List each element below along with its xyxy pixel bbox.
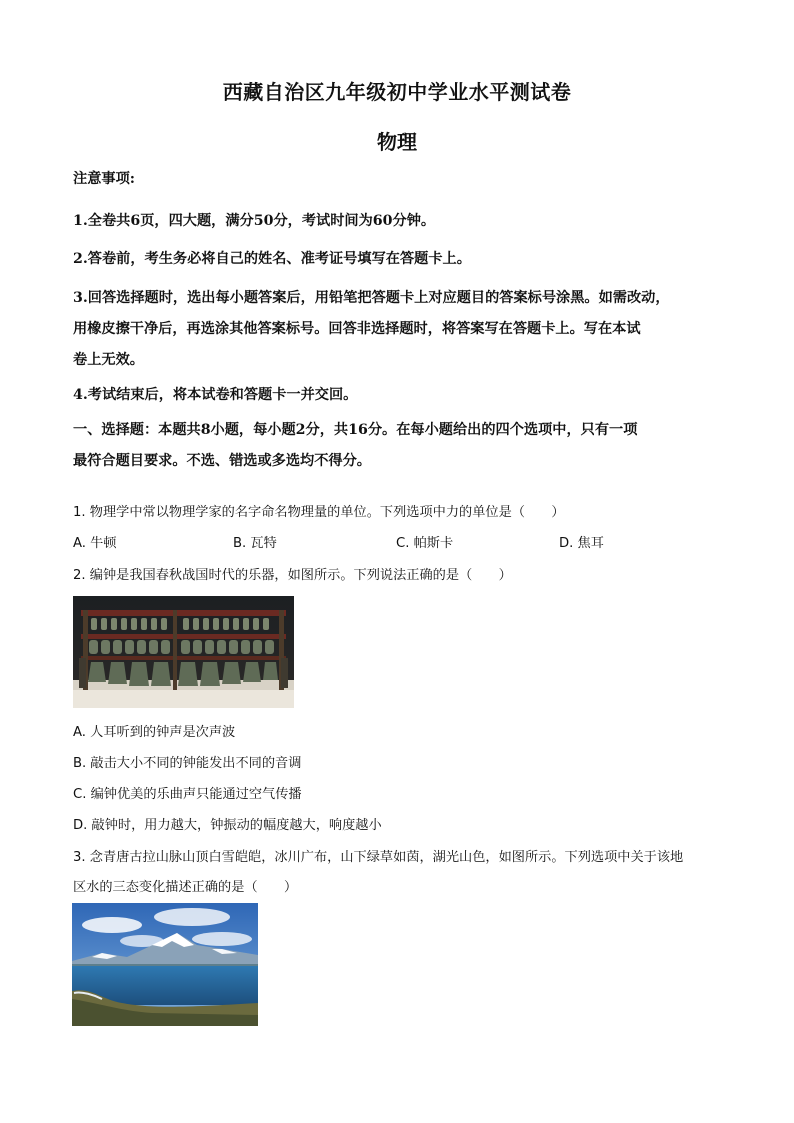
- question-1-stem: 1. 物理学中常以物理学家的名字命名物理量的单位。下列选项中力的单位是（ ）: [73, 505, 565, 520]
- note-item-3-line-1: 3.回答选择题时，选出每小题答案后，用铅笔把答题卡上对应题目的答案标号涂黑。如需改动，: [73, 290, 670, 306]
- exam-title: 西藏自治区九年级初中学业水平测试卷: [222, 80, 572, 104]
- question-1-option-d: D. 焦耳: [559, 536, 604, 551]
- question-2-option-d: D. 敲钟时，用力越大，钟振动的幅度越大，响度越小: [73, 818, 382, 833]
- question-1-option-c: C. 帕斯卡: [396, 536, 454, 551]
- note-item-1: 1.全卷共6页，四大题，满分50分，考试时间为60分钟。: [73, 213, 436, 229]
- question-3-stem-line-1: 3. 念青唐古拉山脉山顶白雪皑皑，冰川广布，山下绿草如茵，湖光山色，如图所示。下列选项中关于该地: [73, 850, 684, 865]
- exam-subject: 物理: [377, 130, 417, 154]
- nyenchen-tanglha-lake-image: [72, 903, 258, 1026]
- question-2-option-a: A. 人耳听到的钟声是次声波: [73, 725, 236, 740]
- section-1-line-2: 最符合题目要求。不选、错选或多选均不得分。: [73, 453, 371, 469]
- note-item-2: 2.答卷前，考生务必将自己的姓名、准考证号填写在答题卡上。: [73, 251, 471, 267]
- question-1-option-b: B. 瓦特: [233, 536, 277, 551]
- question-2-stem: 2. 编钟是我国春秋战国时代的乐器，如图所示。下列说法正确的是（ ）: [73, 568, 512, 583]
- question-1-options: [73, 530, 723, 558]
- note-item-4: 4.考试结束后，将本试卷和答题卡一并交回。: [73, 387, 358, 403]
- question-3-stem-line-2: 区水的三态变化描述正确的是（ ）: [73, 880, 298, 895]
- note-item-3-line-2: 用橡皮擦干净后，再选涂其他答案标号。回答非选择题时，将答案写在答题卡上。写在本试: [73, 321, 641, 337]
- question-2-option-b: B. 敲击大小不同的钟能发出不同的音调: [73, 756, 302, 771]
- bianzhong-bells-image: [73, 596, 294, 708]
- section-1-line-1: 一、选择题：本题共8小题，每小题2分，共16分。在每小题给出的四个选项中，只有一项: [73, 422, 638, 438]
- notes-heading: 注意事项:: [73, 171, 135, 187]
- question-1-option-a: A. 牛顿: [73, 536, 117, 551]
- note-item-3-line-3: 卷上无效。: [73, 352, 144, 368]
- question-2-option-c: C. 编钟优美的乐曲声只能通过空气传播: [73, 787, 302, 802]
